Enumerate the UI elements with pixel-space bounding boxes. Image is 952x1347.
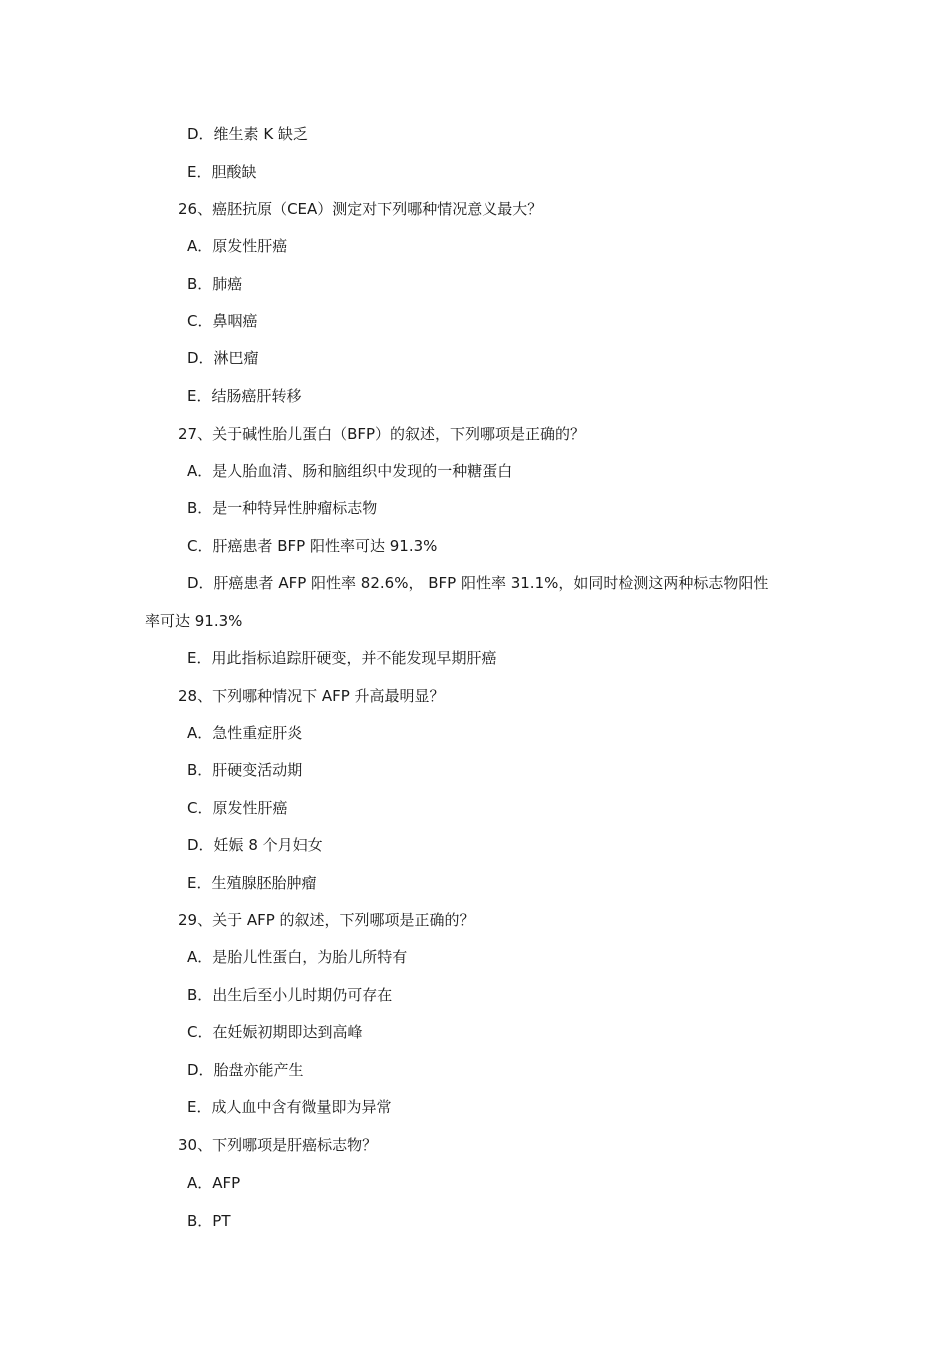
option-line: C．原发性肝癌 (187, 799, 288, 817)
option-line-continuation: 率可达 91.3% (145, 612, 243, 630)
option-line: C．在妊娠初期即达到高峰 (187, 1023, 363, 1041)
question-line: 28、下列哪种情况下 AFP 升高最明显？ (178, 687, 445, 705)
option-line: A．原发性肝癌 (187, 237, 288, 255)
option-line: E．生殖腺胚胎肿瘤 (187, 874, 317, 892)
option-line: A．是人胎血清、肠和脑组织中发现的一种糖蛋白 (187, 462, 513, 480)
question-line: 29、关于 AFP 的叙述，下列哪项是正确的？ (178, 911, 475, 929)
question-line: 26、癌胚抗原（CEA）测定对下列哪种情况意义最大？ (178, 200, 543, 218)
option-line: A．是胎儿性蛋白，为胎儿所特有 (187, 948, 408, 966)
option-line: A．AFP (187, 1174, 241, 1192)
option-line: A．急性重症肝炎 (187, 724, 303, 742)
question-line: 27、关于碱性胎儿蛋白（BFP）的叙述，下列哪项是正确的？ (178, 425, 586, 443)
option-line: D．肝癌患者 AFP 阳性率 82.6%， BFP 阳性率 31.1%，如同时检测这两种标志物阳性 (187, 574, 769, 592)
question-line: 30、下列哪项是肝癌标志物？ (178, 1136, 378, 1154)
option-line: B．是一种特异性肿瘤标志物 (187, 499, 378, 517)
option-line: B．肺癌 (187, 275, 243, 293)
option-line: D．胎盘亦能产生 (187, 1061, 304, 1079)
option-line: C．鼻咽癌 (187, 312, 258, 330)
option-line: E．成人血中含有微量即为异常 (187, 1098, 392, 1116)
option-line: B．PT (187, 1212, 231, 1230)
option-line: D．淋巴瘤 (187, 349, 259, 367)
option-line: E．用此指标追踪肝硬变，并不能发现早期肝癌 (187, 649, 497, 667)
option-line: B．出生后至小儿时期仍可存在 (187, 986, 393, 1004)
option-line: E．结肠癌肝转移 (187, 387, 302, 405)
option-line: B．肝硬变活动期 (187, 761, 303, 779)
option-line: C．肝癌患者 BFP 阳性率可达 91.3% (187, 537, 438, 555)
option-line: D．维生素 K 缺乏 (187, 125, 308, 143)
option-line: D．妊娠 8 个月妇女 (187, 836, 323, 854)
option-line: E．胆酸缺 (187, 163, 257, 181)
